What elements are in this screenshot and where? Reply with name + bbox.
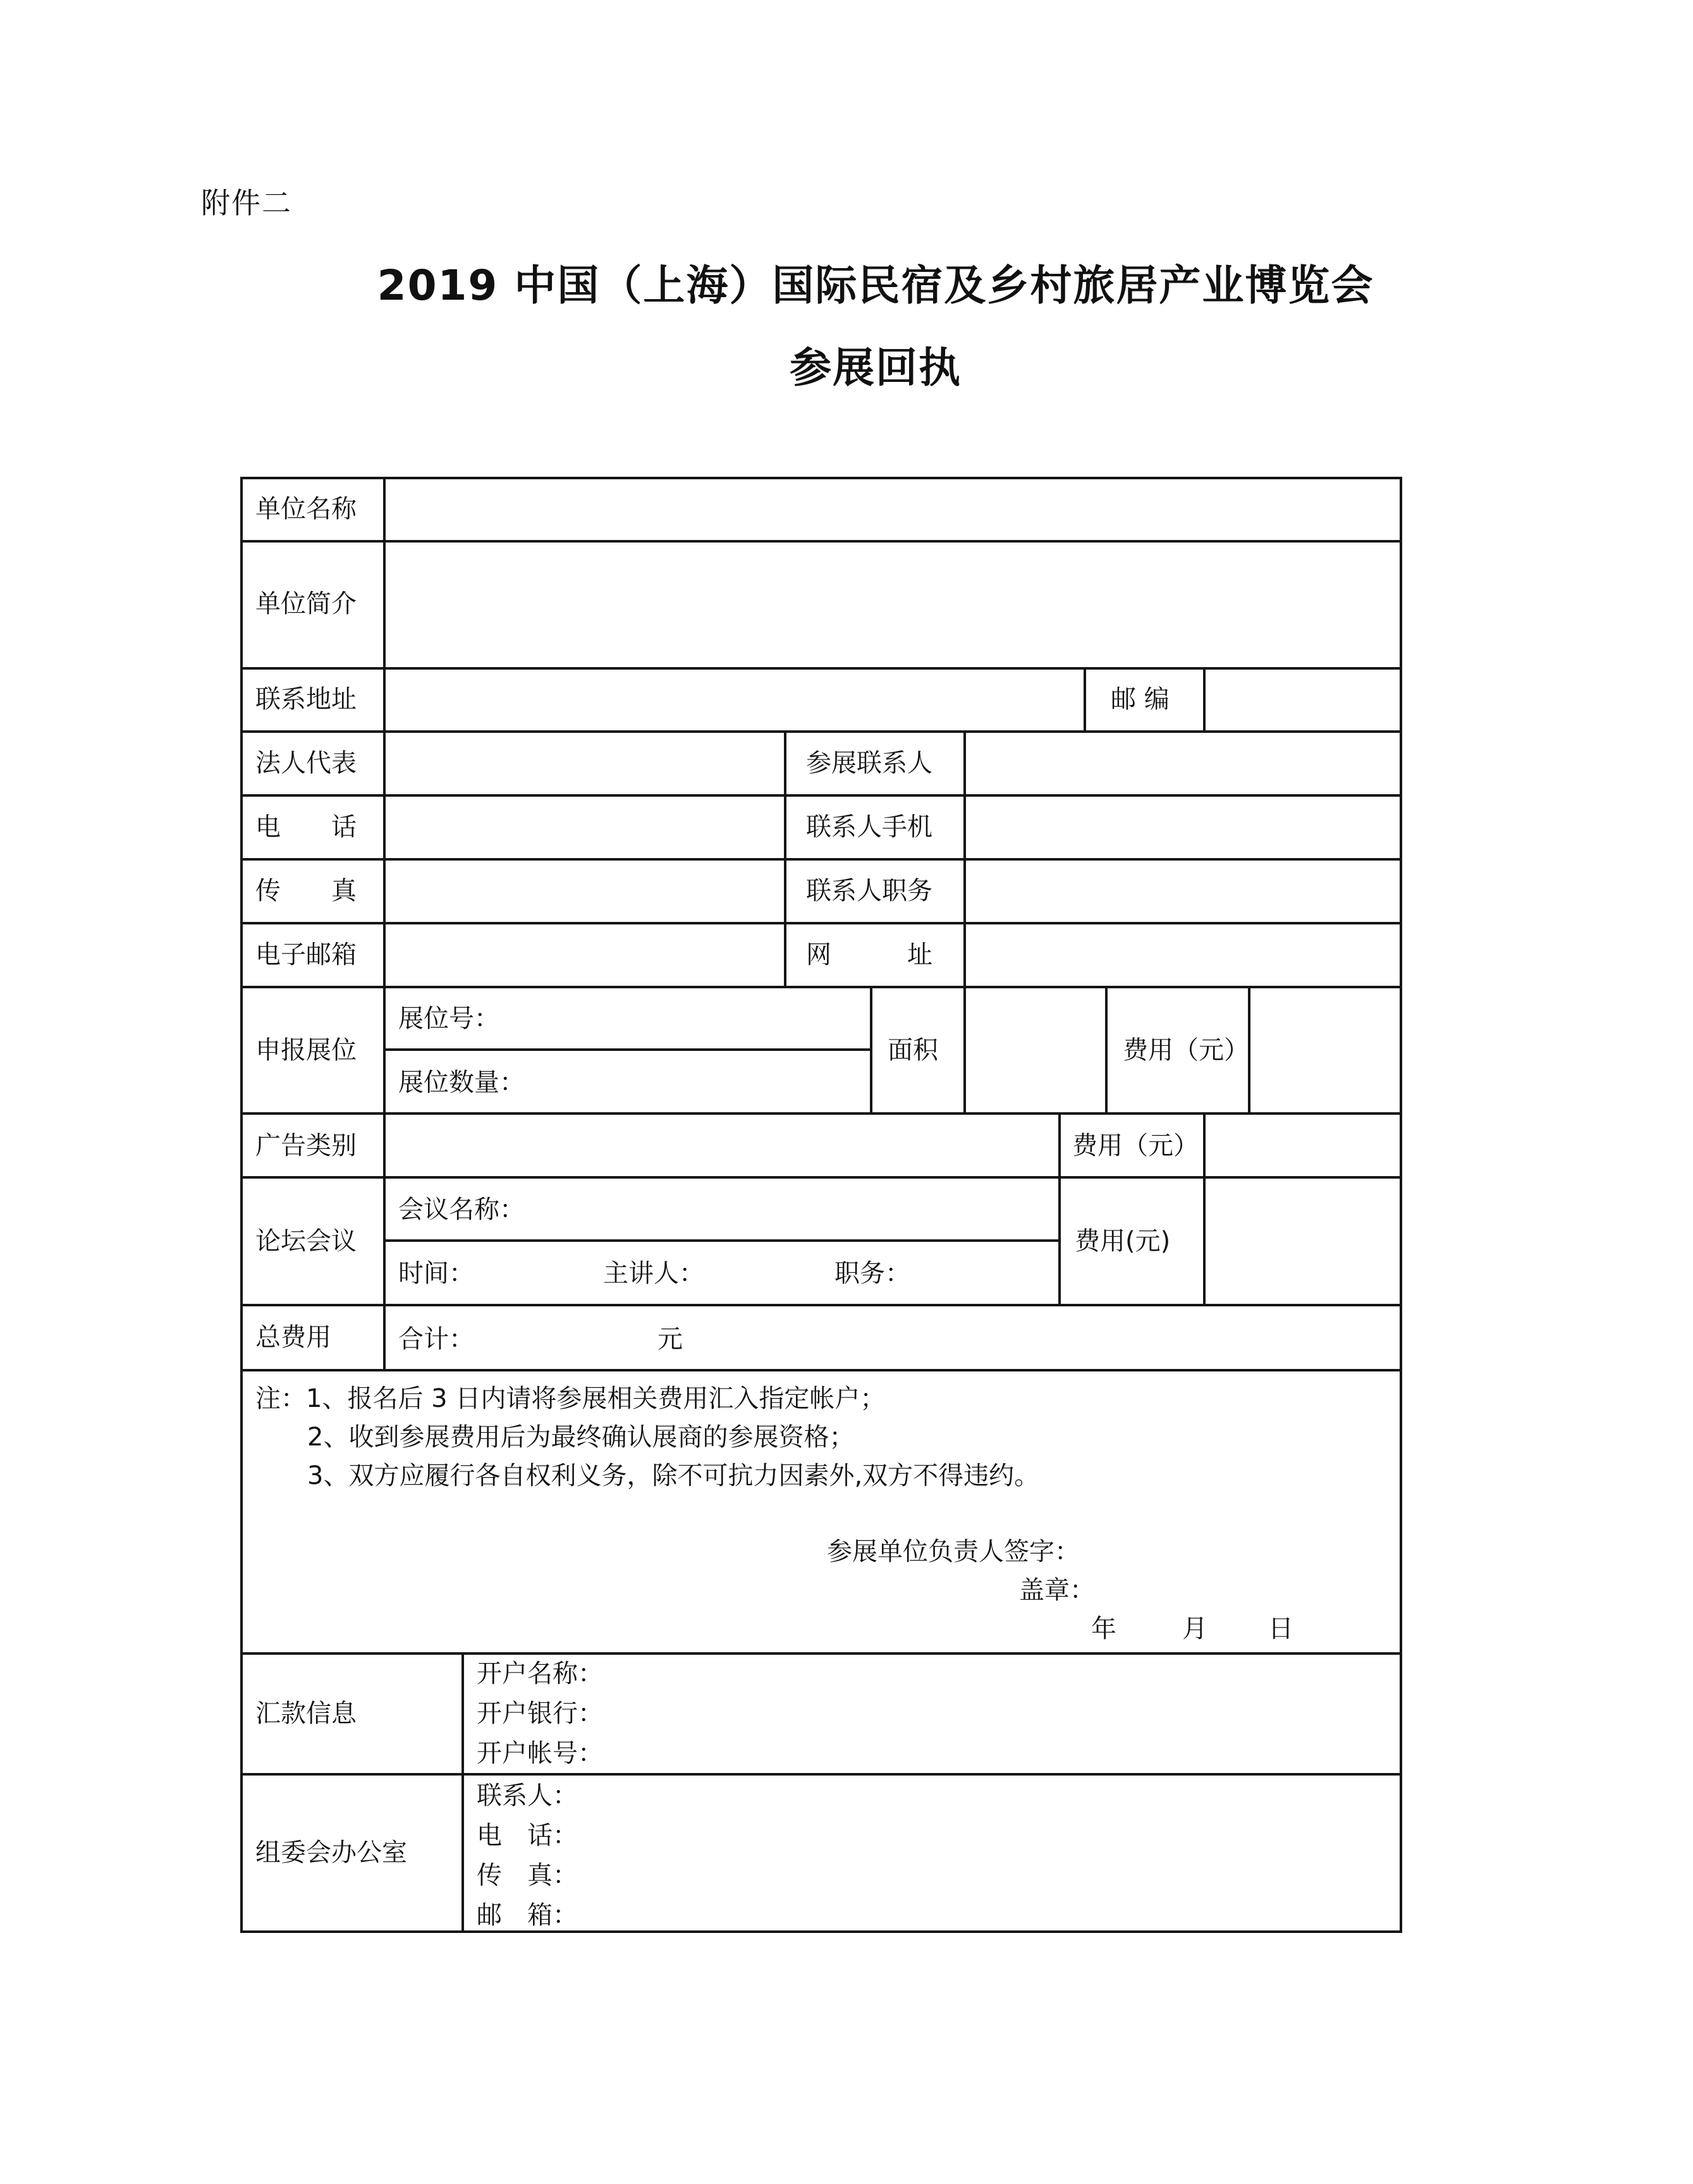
- table-rule: [240, 1773, 1402, 1776]
- account-number-label: 开户帐号：: [477, 1739, 603, 1768]
- account-name-label: 开户名称：: [477, 1659, 603, 1688]
- exhibit-contact-label: 参展联系人: [806, 749, 932, 778]
- table-rule: [384, 1048, 871, 1051]
- office-phone-label: 电 话：: [477, 1821, 578, 1850]
- position-label: 职务：: [834, 1259, 910, 1288]
- bank-label: 开户银行：: [477, 1699, 603, 1728]
- table-rule: [1084, 667, 1086, 730]
- attachment-label: 附件二: [201, 186, 292, 220]
- ad-fee-label: 费用（元）: [1072, 1131, 1199, 1160]
- office-email-label: 邮 箱：: [477, 1901, 578, 1930]
- seal-label: 盖章：: [1019, 1576, 1095, 1605]
- table-rule: [240, 1369, 1402, 1371]
- table-rule: [1203, 1112, 1206, 1304]
- forum-fee-label: 费用(元): [1075, 1227, 1171, 1256]
- postcode-label: 邮 编: [1111, 685, 1170, 714]
- address-label: 联系地址: [255, 685, 357, 714]
- table-rule: [240, 1930, 1402, 1933]
- legal-rep-label: 法人代表: [255, 749, 357, 778]
- booth-number-label: 展位号：: [398, 1004, 499, 1033]
- speaker-label: 主讲人：: [603, 1259, 704, 1288]
- phone-label: 电 话: [255, 813, 357, 842]
- office-fax-label: 传 真：: [477, 1861, 578, 1890]
- contact-mobile-label: 联系人手机: [806, 813, 932, 842]
- table-rule: [240, 1176, 1402, 1179]
- table-rule: [240, 667, 1402, 670]
- note-line-2: 2、收到参展费用后为最终确认展商的参展资格；: [307, 1423, 855, 1452]
- table-rule: [240, 540, 1402, 543]
- office-label: 组委会办公室: [255, 1838, 407, 1867]
- table-rule: [240, 1652, 1402, 1655]
- date-day: 日: [1268, 1614, 1293, 1643]
- table-rule: [240, 794, 1402, 797]
- table-rule: [963, 730, 966, 986]
- meeting-name-label: 会议名称：: [398, 1195, 525, 1224]
- office-contact-label: 联系人：: [477, 1781, 578, 1810]
- remit-label: 汇款信息: [255, 1699, 357, 1728]
- table-rule: [784, 730, 786, 986]
- contact-title-label: 联系人职务: [806, 876, 932, 905]
- email-label: 电子邮箱: [255, 940, 357, 969]
- table-rule: [1058, 1112, 1061, 1304]
- booth-apply-label: 申报展位: [255, 1036, 357, 1065]
- table-rule: [240, 1112, 1402, 1115]
- table-rule: [1105, 986, 1108, 1113]
- table-rule: [963, 986, 966, 1113]
- fax-label: 传 真: [255, 876, 357, 905]
- area-label: 面积: [888, 1036, 938, 1065]
- table-rule: [240, 477, 1402, 479]
- table-rule: [870, 986, 872, 1113]
- total-fee-label: 总费用: [255, 1323, 331, 1352]
- table-rule: [461, 1652, 464, 1933]
- page-title: 2019 中国（上海）国际民宿及乡村旅居产业博览会: [377, 261, 1374, 310]
- booth-count-label: 展位数量：: [398, 1068, 525, 1097]
- table-rule: [383, 477, 386, 1369]
- website-label: 网 址: [806, 940, 932, 969]
- table-rule: [240, 1304, 1402, 1306]
- signature-label: 参展单位负责人签字：: [827, 1537, 1080, 1566]
- ad-type-label: 广告类别: [255, 1131, 357, 1160]
- note-line-1: 注：1、报名后 3 日内请将参展相关费用汇入指定帐户；: [255, 1384, 886, 1413]
- table-rule: [240, 858, 1402, 861]
- table-rule: [240, 477, 243, 1933]
- page-subtitle: 参展回执: [790, 343, 962, 392]
- table-rule: [384, 1239, 1058, 1242]
- time-label: 时间：: [398, 1259, 474, 1288]
- sum-label: 合计：: [398, 1325, 474, 1354]
- table-rule: [1400, 477, 1402, 1933]
- table-rule: [240, 922, 1402, 924]
- date-month: 月: [1182, 1614, 1207, 1643]
- table-rule: [1203, 667, 1206, 730]
- table-rule: [240, 730, 1402, 733]
- table-rule: [240, 986, 1402, 988]
- note-line-3: 3、双方应履行各自权利义务，除不可抗力因素外,双方不得违约。: [307, 1461, 1040, 1490]
- yuan-label: 元: [657, 1325, 683, 1354]
- unit-intro-label: 单位简介: [255, 589, 357, 618]
- booth-fee-label: 费用（元）: [1123, 1036, 1249, 1065]
- date-year: 年: [1091, 1614, 1116, 1643]
- unit-name-label: 单位名称: [255, 494, 357, 524]
- forum-label: 论坛会议: [255, 1227, 357, 1256]
